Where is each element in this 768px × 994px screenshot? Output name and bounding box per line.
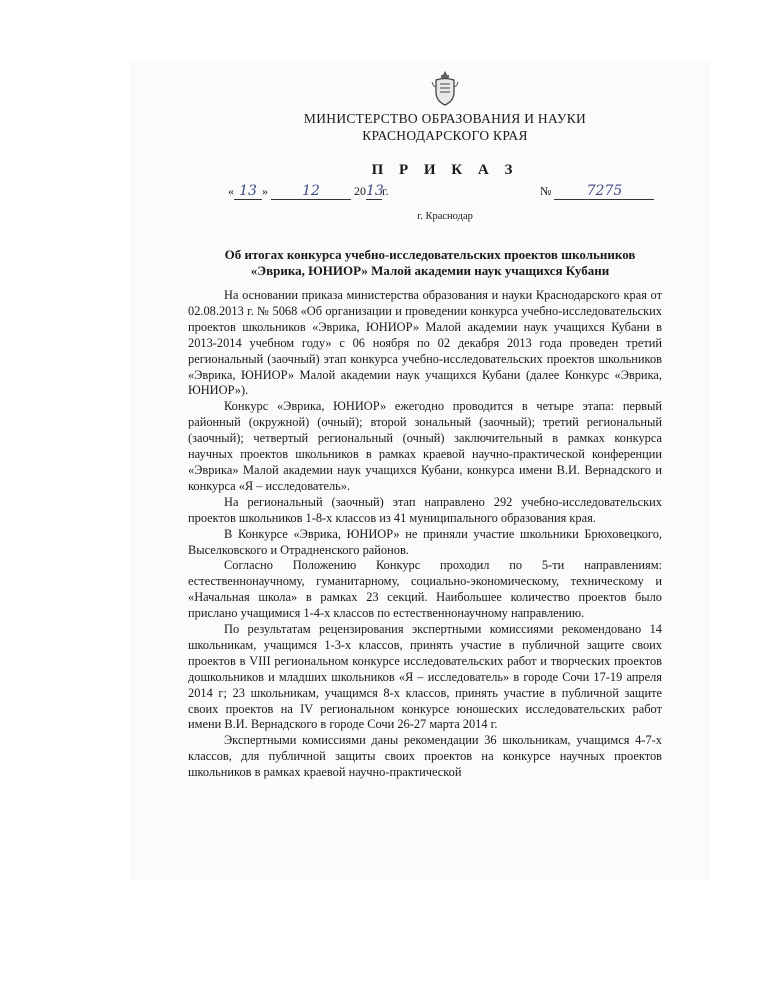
ministry-name	[260, 110, 630, 144]
order-number-label: №	[540, 184, 552, 198]
body-paragraph: По результатам рецензирования экспертными комиссиями рекомендовано 14 школьникам, учащимся 1-3-х классов, принять участие в публичной защите своих проектов в VIII региональном конкурсе исследовательских работ и творческих проектов дошкольников и младших школьников «Я – исследователь» в городе Сочи 17-19 апреля 2014 г; 23 школьникам, учащимся 8-х классов, принять участие в публичной защите своих проектов на IV региональном конкурсе юношеских исследовательских работ имени В.И. Вернадского в городе Сочи 26-27 марта 2014 г.	[188, 622, 662, 732]
date-open-quote: «	[228, 184, 234, 198]
date-year-prefix: 20	[354, 184, 366, 198]
ministry-line-2: КРАСНОДАРСКОГО КРАЯ	[362, 128, 528, 143]
ministry-line-1: МИНИСТЕРСТВО ОБРАЗОВАНИЯ И НАУКИ	[303, 111, 587, 126]
body-paragraph: В Конкурсе «Эврика, ЮНИОР» не приняли участие школьники Брюховецкого, Выселковского и Отрадненского районов.	[188, 526, 662, 557]
document-type-heading: П Р И К А З	[371, 162, 519, 178]
date-day-field	[234, 183, 262, 200]
date-year-suffix: г.	[382, 184, 389, 198]
date-close-quote: »	[262, 184, 268, 198]
body-paragraph: На основании приказа министерства образования и науки Краснодарского края от 02.08.2013 г. № 5068 «Об организации и проведении конкурса учебно-исследовательских проектов школьников «Эврика, ЮНИОР» Малой академии наук учащихся Кубани в 2013-2014 учебном году» с 06 ноября по 02 декабря 2013 года проведен третий региональный (заочный) этап конкурса учебно-исследовательских проектов школьников «Эврика, ЮНИОР» Малой академии наук учащихся Кубани (далее Конкурс «Эврика, ЮНИОР»).	[188, 288, 662, 398]
body-paragraph: Согласно Положению Конкурс проходил по 5-ти направлениям: естественнонаучному, гуманитарному, социально-экономическому, техническому и «Начальная школа» в рамках 23 секций. Наибольшее количество проектов было прислано учащимися 1-4-х классов по естественнонаучному направлению.	[188, 558, 662, 621]
order-number-field	[554, 183, 654, 200]
order-number	[540, 183, 654, 200]
date-day-handwritten: 13	[239, 183, 257, 199]
coat-of-arms-emblem	[430, 68, 460, 108]
date-year-field	[366, 183, 382, 200]
order-title-line-1: Об итогах конкурса учебно-исследовательских проектов школьников	[224, 247, 636, 262]
date-month-field	[271, 183, 351, 200]
body-paragraph: На региональный (заочный) этап направлено 292 учебно-исследовательских проектов школьников 1-8-х классов из 41 муниципального образования края.	[188, 494, 662, 525]
order-date	[228, 183, 389, 200]
date-month-handwritten: 12	[302, 183, 320, 199]
order-title-line-2: «Эврика, ЮНИОР» Малой академии наук учащихся Кубани	[250, 263, 610, 278]
body-paragraph: Конкурс «Эврика, ЮНИОР» ежегодно проводится в четыре этапа: первый районный (окружной) (очный); второй зональный (заочный); третий региональный (заочный); четвертый региональный (очный) заключительный в рамках конкурса научных проектов школьников в рамках краевой научно-практической конференции «Эврика» Малой академии наук учащихся Кубани, конкурса имени В.И. Вернадского и конкурса «Я – исследователь».	[188, 399, 662, 493]
order-title	[180, 247, 680, 279]
order-body	[188, 288, 662, 781]
order-number-handwritten: 7275	[586, 183, 623, 199]
date-year-handwritten: 13	[366, 183, 384, 199]
city-label: г. Краснодар	[417, 211, 473, 222]
body-paragraph: Экспертными комиссиями даны рекомендации 36 школьникам, учащимся 4-7-х классов, для публичной защиты своих проектов на конкурсе научных проектов школьников в рамках краевой научно-практической	[188, 733, 662, 780]
